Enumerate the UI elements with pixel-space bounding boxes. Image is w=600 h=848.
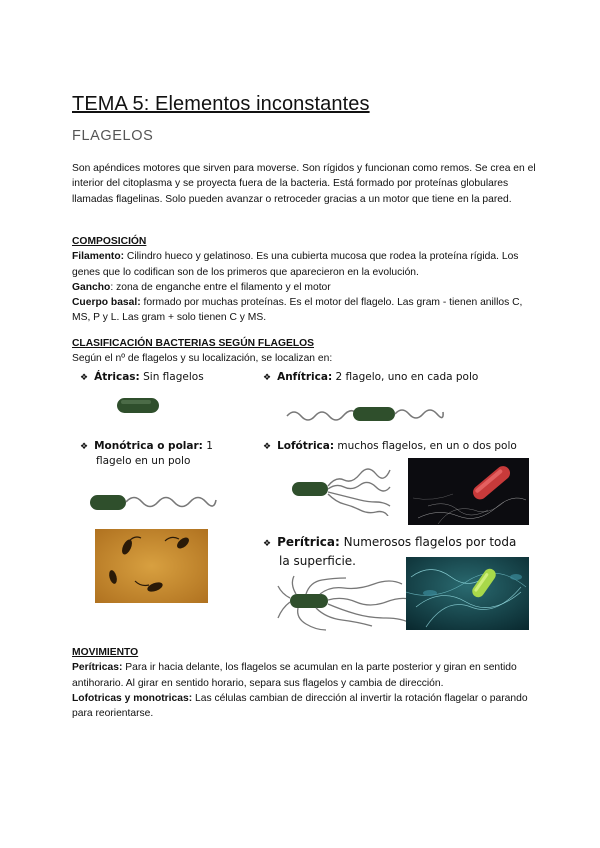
- intro-paragraph: Son apéndices motores que sirven para moverse. Son rígidos y funcionan como remos. Se crea en el interior del citoplasma y se proyecta fuera de la bacteria. Está formado por proteínas globulares llamadas flagelinas. Solo pueden avanzar o retroceder gracias a un motor que tiene en la pared.: [72, 163, 536, 205]
- lofotricas-entry: [72, 691, 537, 722]
- peritrica-label: Perítrica:: [277, 535, 340, 549]
- composicion-section: [72, 234, 537, 326]
- filamento-label: Filamento:: [72, 251, 125, 263]
- lofotricas-label: Lofotricas y monotricas:: [72, 692, 193, 704]
- atricas-text: Sin flagelos: [143, 371, 204, 383]
- monotrica-text: 1: [206, 440, 213, 452]
- monotrica-bacterium-illustration: [88, 488, 228, 520]
- atricas-bacterium-illustration: [115, 395, 163, 417]
- diamond-bullet-icon: ❖: [263, 442, 272, 452]
- peritrica-text: Numerosos flagelos por toda: [343, 535, 517, 549]
- clasificacion-section: [72, 336, 537, 367]
- gancho-text: : zona de enganche entre el filamento y el motor: [110, 281, 331, 293]
- lofotrica-label: Lofótrica:: [277, 440, 335, 452]
- lofotrica-micrograph-image: [408, 458, 529, 525]
- atricas-item: [80, 371, 204, 383]
- diamond-bullet-icon: ❖: [263, 373, 272, 383]
- gancho-label: Gancho: [72, 281, 111, 293]
- peritricas-label: Perítricas:: [72, 662, 123, 674]
- cuerpo-label: Cuerpo basal:: [72, 297, 141, 309]
- monotrica-micrograph-image: [95, 529, 208, 603]
- lofotricas-text: Las células cambian de dirección al invertir la rotación flagelar o parando para reorientarse.: [72, 692, 528, 720]
- composicion-heading: COMPOSICIÓN: [72, 236, 147, 247]
- diamond-bullet-icon: ❖: [80, 442, 89, 452]
- monotrica-label: Monótrica o polar:: [94, 440, 203, 452]
- section-subtitle: FLAGELOS: [72, 128, 154, 144]
- filamento-entry: [72, 249, 537, 280]
- monotrica-text-2: flagelo en un polo: [96, 455, 191, 467]
- movimiento-section: [72, 645, 537, 721]
- peritrica-micrograph-image: [406, 557, 529, 630]
- anfitrica-bacterium-illustration: [285, 396, 445, 432]
- cuerpo-text: formado por muchas proteínas. Es el motor del flagelo. Las gram - tienen anillos C, MS, P y L. Las gram + solo tienen C y MS.: [72, 297, 523, 324]
- lofotrica-text: muchos flagelos, en un o dos polo: [337, 440, 517, 452]
- monotrica-item: [80, 440, 213, 467]
- anfitrica-item: [263, 371, 478, 383]
- lofotrica-item: [263, 440, 517, 452]
- clasificacion-heading: CLASIFICACIÓN BACTERIAS SEGÚN FLAGELOS: [72, 338, 314, 349]
- peritricas-text: Para ir hacia delante, los flagelos se acumulan en la parte posterior y giran en sentido antihorario. Al girar en sentido horario, separa sus flagelos y cambia de dirección.: [72, 662, 517, 689]
- anfitrica-text: 2 flagelo, uno en cada polo: [335, 371, 479, 383]
- clasificacion-intro: Según el nº de flagelos y su localización, se localizan en:: [72, 353, 333, 365]
- peritricas-entry: [72, 660, 537, 691]
- lofotrica-bacterium-illustration: [290, 466, 405, 516]
- movimiento-heading: MOVIMIENTO: [72, 647, 139, 658]
- filamento-text: Cilindro hueco y gelatinoso. Es una cubierta mucosa que rodea la proteína rígida. Los genes que lo codifican son de los primeros que aparecieron en la evolución.: [72, 251, 519, 278]
- anfitrica-label: Anfítrica:: [277, 371, 333, 383]
- peritrica-text-2: la superficie.: [279, 554, 356, 568]
- atricas-label: Átricas:: [94, 371, 140, 383]
- gancho-entry: [72, 280, 537, 295]
- page-title: TEMA 5: Elementos inconstantes: [72, 93, 370, 115]
- cuerpo-entry: [72, 295, 537, 326]
- diamond-bullet-icon: ❖: [263, 539, 272, 549]
- diamond-bullet-icon: ❖: [80, 373, 89, 383]
- peritrica-bacterium-illustration: [276, 572, 416, 632]
